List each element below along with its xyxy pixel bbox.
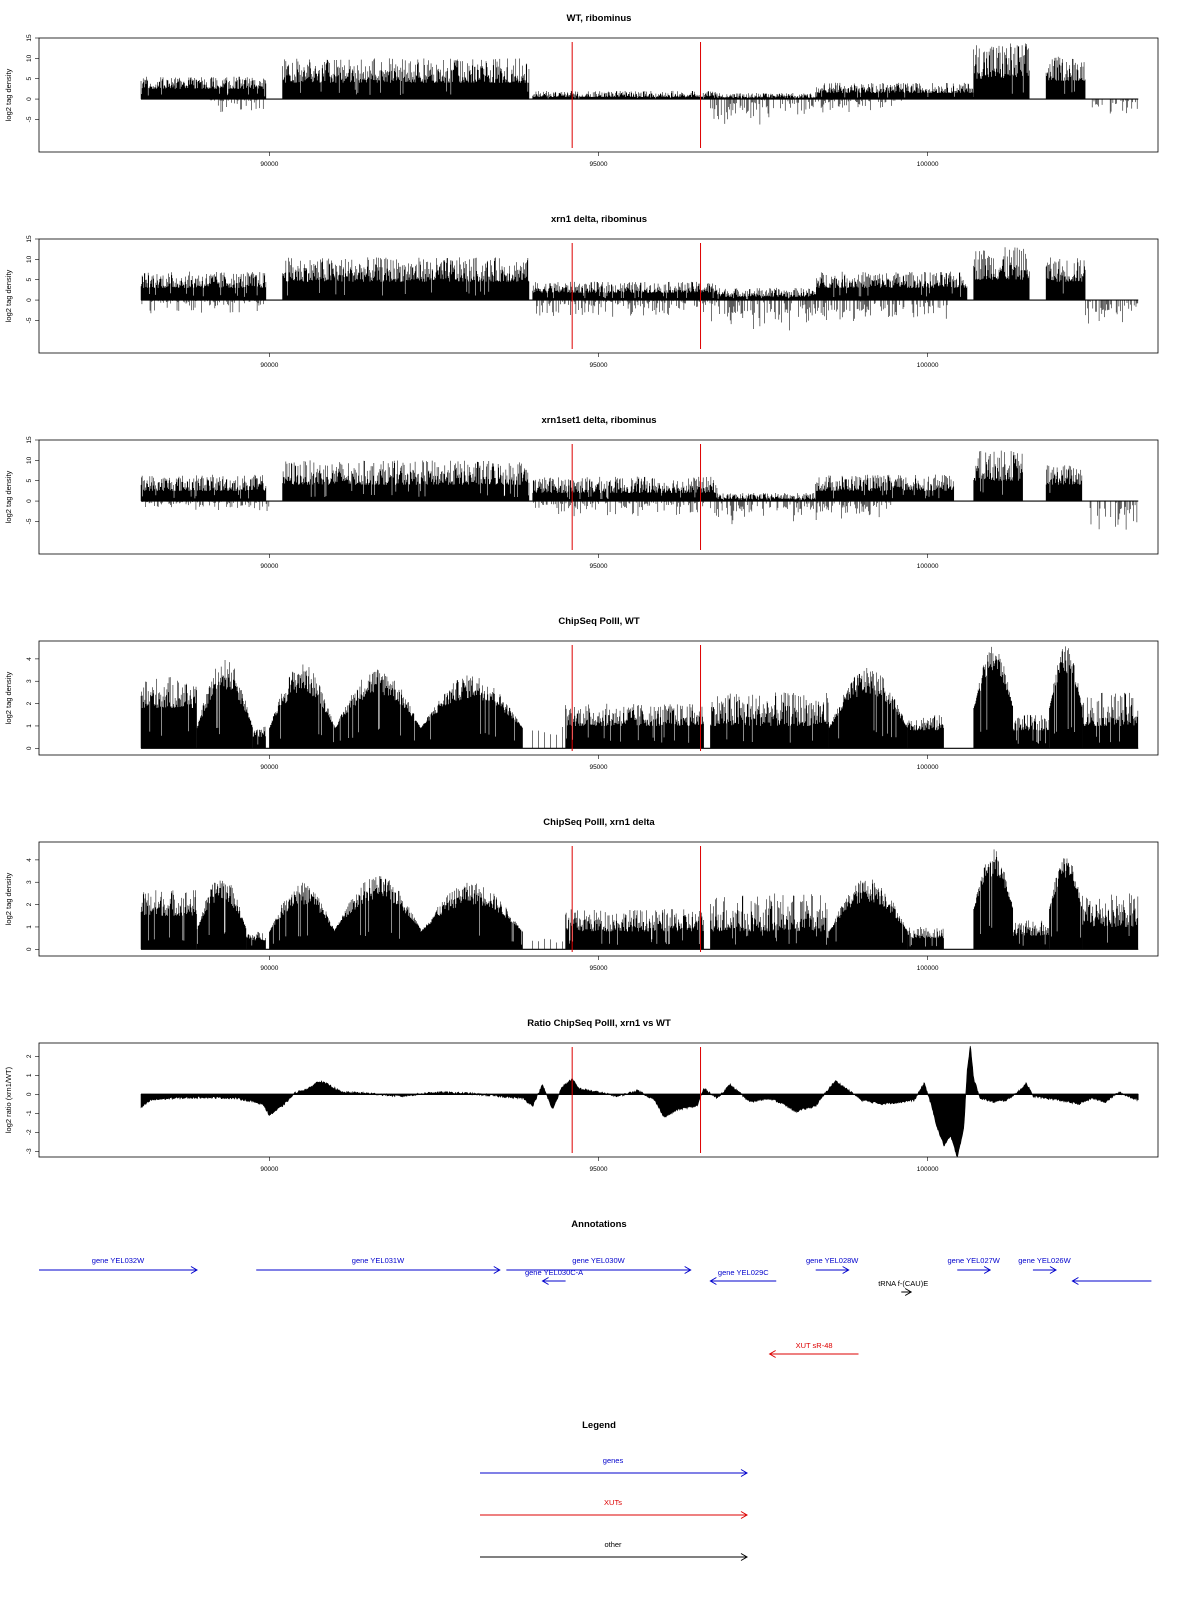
signal-bars-positive — [533, 282, 717, 300]
annotation-feature — [525, 1268, 583, 1285]
signal-bars-negative — [816, 300, 947, 321]
signal-bars-negative — [710, 501, 778, 524]
legend-item-label: genes — [602, 1456, 624, 1465]
track-panel — [4, 13, 1158, 168]
y-tick-label: -5 — [26, 317, 33, 324]
y-tick-label: 3 — [26, 679, 33, 684]
y-axis-label: log2 tag density — [4, 68, 13, 122]
signal-bars-positive — [829, 880, 908, 950]
signal-bars-positive — [974, 247, 1030, 300]
x-tick-label: 90000 — [260, 1166, 279, 1173]
signal-bars-positive — [974, 849, 1013, 949]
feature-label: gene YEL027W — [947, 1256, 1000, 1265]
y-tick-label: 5 — [26, 76, 33, 81]
feature-label: XUT sR-48 — [795, 1341, 833, 1350]
track-panels — [4, 13, 1158, 1173]
y-tick-label: 15 — [26, 235, 33, 243]
y-tick-label: 5 — [26, 277, 33, 282]
signal-bars-positive — [197, 660, 253, 748]
y-tick-label: -2 — [26, 1129, 33, 1136]
signal-bars-positive — [533, 477, 717, 501]
y-tick-label: 1 — [26, 1073, 33, 1078]
x-tick-label: 95000 — [589, 965, 608, 972]
x-tick-label: 100000 — [916, 965, 939, 972]
signal-bars-positive — [717, 288, 815, 300]
signal-bars-positive — [141, 475, 266, 501]
annotations-title: Annotations — [571, 1219, 627, 1230]
legend — [480, 1420, 747, 1561]
x-tick-label: 100000 — [916, 1166, 939, 1173]
x-tick-label: 95000 — [589, 1166, 608, 1173]
signal-bars-negative — [711, 300, 815, 330]
annotation-feature — [806, 1256, 859, 1274]
signal-bars-positive — [421, 883, 523, 949]
y-tick-label: 2 — [26, 701, 33, 706]
signal-bars-negative — [142, 300, 265, 313]
track-panel — [4, 817, 1158, 972]
signal-bars-positive — [1082, 894, 1138, 950]
signal-bars-positive — [1013, 715, 1049, 748]
x-tick-label: 100000 — [916, 764, 939, 771]
legend-items — [480, 1456, 747, 1561]
signal-bars-positive — [283, 460, 529, 501]
track-panel — [4, 415, 1158, 570]
y-tick-label: 15 — [26, 34, 33, 42]
signal-bars-positive — [1082, 693, 1138, 748]
x-tick-label: 100000 — [916, 161, 939, 168]
x-tick-label: 90000 — [260, 563, 279, 570]
signal-bars-positive — [141, 677, 197, 748]
y-tick-label: -5 — [26, 116, 33, 123]
signal-bars-positive — [717, 493, 815, 501]
signal-bars-positive — [816, 475, 954, 501]
feature-label: gene YEL030W — [572, 1256, 625, 1265]
signal-bars-positive — [566, 909, 704, 949]
legend-title: Legend — [582, 1420, 616, 1431]
y-tick-label: 5 — [26, 478, 33, 483]
signal-bars-negative — [816, 99, 902, 112]
x-tick-label: 90000 — [260, 161, 279, 168]
y-tick-label: 3 — [26, 880, 33, 885]
signal-bars-positive — [283, 58, 529, 99]
signal-bars-positive — [710, 693, 828, 749]
signal-bars-negative — [1086, 300, 1138, 323]
signal-bars-positive — [269, 883, 334, 950]
signal-bars-positive — [974, 43, 1030, 99]
x-tick-label: 90000 — [260, 362, 279, 369]
feature-label: gene YEL026W — [1018, 1256, 1071, 1265]
annotation-feature — [710, 1268, 776, 1285]
y-tick-label: 0 — [26, 1092, 33, 1097]
x-tick-label: 90000 — [260, 965, 279, 972]
annotation-feature — [947, 1256, 1000, 1274]
signal-bars-negative — [210, 99, 263, 112]
x-tick-label: 100000 — [916, 563, 939, 570]
y-tick-label: 1 — [26, 724, 33, 728]
signal-bars-positive — [533, 91, 717, 99]
y-tick-label: -1 — [26, 1110, 33, 1117]
annotation-feature — [770, 1341, 859, 1358]
x-tick-label: 90000 — [260, 764, 279, 771]
feature-label: gene YEL031W — [351, 1256, 405, 1265]
y-axis-label: log2 tag density — [4, 269, 13, 323]
feature-label: gene YEL028W — [805, 1256, 859, 1265]
signal-bars-negative — [1090, 501, 1137, 530]
y-tick-label: 10 — [26, 54, 33, 62]
y-axis-label: log2 ratio (xrn1/WT) — [4, 1066, 13, 1134]
legend-item — [480, 1456, 747, 1477]
x-tick-label: 95000 — [589, 161, 608, 168]
signal-bars-positive — [335, 876, 420, 949]
y-tick-label: 2 — [26, 1054, 33, 1059]
signal-bars-positive — [816, 272, 967, 300]
y-tick-label: 15 — [26, 436, 33, 444]
legend-item-label: other — [604, 1540, 622, 1549]
y-tick-label: 2 — [26, 902, 33, 907]
signal-bars-positive — [269, 664, 334, 748]
annotation-features — [39, 1256, 1151, 1358]
signal-bars-negative — [536, 300, 710, 317]
signal-bars-positive — [141, 890, 197, 949]
signal-bars-positive — [533, 727, 563, 748]
legend-item-label: XUTs — [604, 1498, 622, 1507]
signal-bars-negative — [142, 501, 269, 511]
y-tick-label: -3 — [26, 1148, 33, 1155]
signal-bars-positive — [141, 272, 266, 300]
track-title: WT, ribominus — [566, 13, 632, 24]
track-title: ChipSeq PolII, xrn1 delta — [543, 817, 655, 828]
y-axis-label: log2 tag density — [4, 872, 13, 926]
y-tick-label: 0 — [26, 298, 33, 302]
y-tick-label: 0 — [26, 947, 33, 952]
signal-bars-positive — [1046, 465, 1082, 501]
signal-bars-positive — [717, 93, 815, 99]
signal-bars-positive — [974, 647, 1013, 748]
signal-bars-positive — [1013, 920, 1049, 949]
track-title: xrn1set1 delta, ribominus — [541, 415, 657, 426]
y-axis-label: log2 tag density — [4, 470, 13, 524]
legend-item — [480, 1498, 747, 1519]
y-tick-label: 10 — [26, 255, 33, 263]
track-title: Ratio ChipSeq PolII, xrn1 vs WT — [527, 1018, 671, 1029]
y-tick-label: -5 — [26, 518, 33, 525]
signal-bars-negative — [784, 501, 891, 521]
y-tick-label: 4 — [26, 657, 33, 661]
signal-bars-positive — [421, 676, 523, 749]
signal-bars-positive — [1049, 646, 1081, 748]
track-title: xrn1 delta, ribominus — [550, 214, 648, 225]
y-tick-label: 10 — [26, 456, 33, 464]
signal-bars-positive — [253, 727, 266, 749]
x-tick-label: 95000 — [589, 764, 608, 771]
signal-bars-positive — [197, 881, 246, 950]
signal-bars-positive — [816, 83, 974, 99]
feature-label: gene YEL029C — [717, 1268, 769, 1277]
signal-bars-positive — [141, 77, 266, 99]
signal-bars-positive — [974, 451, 1023, 501]
signal-bars-positive — [710, 893, 828, 949]
annotation-feature — [1072, 1278, 1151, 1285]
signal-bars-negative — [534, 501, 704, 516]
x-tick-label: 95000 — [589, 362, 608, 369]
y-tick-label: 4 — [26, 858, 33, 862]
y-tick-label: 0 — [26, 499, 33, 503]
signal-bars-positive — [1046, 258, 1085, 301]
signal-bars-positive — [829, 668, 908, 748]
y-axis-label: log2 tag density — [4, 671, 13, 725]
track-panel — [4, 1018, 1158, 1173]
feature-label: tRNA f-(CAU)E — [878, 1279, 929, 1288]
signal-bars-negative — [1092, 99, 1137, 113]
annotation-feature — [39, 1256, 197, 1274]
y-tick-label: 0 — [26, 97, 33, 101]
y-tick-label: 1 — [26, 925, 33, 929]
ratio-area — [141, 1046, 1138, 1157]
legend-item — [480, 1540, 747, 1561]
track-title: ChipSeq PolII, WT — [558, 616, 640, 627]
annotation-feature — [878, 1279, 928, 1296]
signal-bars-positive — [283, 257, 529, 300]
signal-bars-positive — [908, 715, 944, 748]
x-tick-label: 95000 — [589, 563, 608, 570]
signal-bars-positive — [533, 939, 563, 949]
annotations-track — [39, 1219, 1151, 1358]
annotation-feature — [256, 1256, 500, 1274]
x-tick-label: 100000 — [916, 362, 939, 369]
annotation-feature — [1018, 1256, 1071, 1274]
y-tick-label: 0 — [26, 746, 33, 751]
signal-bars-positive — [1049, 858, 1081, 949]
signal-bars-negative — [710, 99, 773, 124]
signal-bars-positive — [335, 670, 420, 749]
signal-bars-positive — [246, 932, 265, 949]
signal-bars-positive — [1046, 57, 1085, 99]
signal-bars-positive — [908, 927, 944, 949]
track-panel — [4, 214, 1158, 369]
track-panel — [4, 616, 1158, 771]
feature-label: gene YEL030C-A — [524, 1268, 584, 1277]
signal-bars-negative — [781, 99, 813, 114]
signal-bars-positive — [566, 704, 704, 749]
feature-label: gene YEL032W — [91, 1256, 145, 1265]
